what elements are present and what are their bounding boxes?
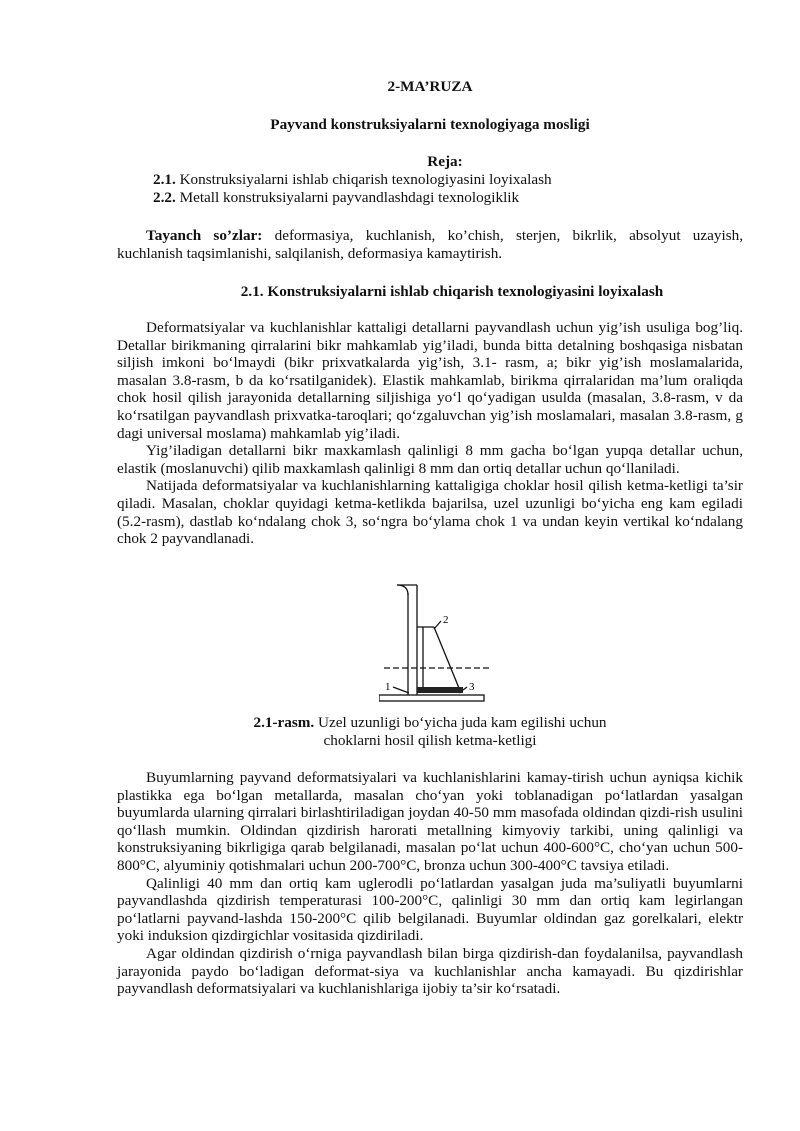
weld-sequence-drawing (379, 583, 499, 708)
paragraph: Yig’iladigan detallarni bikr maxkamlash qalinligi 8 mm gacha bo‘lgan yupqa detallar uchun, elastik (moslanuvchi) qilib maxkamlash qalinligi 8 mm dan ortiq detallar uchun qo‘llaniladi. (117, 442, 743, 477)
flange-curve (397, 585, 408, 595)
body-text-2 (117, 769, 743, 998)
keywords-paragraph (117, 227, 743, 262)
body-text-1 (117, 319, 743, 548)
label-3: 3 (469, 681, 475, 693)
paragraph: Buyumlarning payvand deformatsiyalari va kuchlanishlarini kamay-tirish uchun ayniqsa kichik plastikka ega bo‘lgan metallarda, masalan cho‘yan yoki toblanadigan po‘latlardan yasalgan buyumlarda ularning qirralari birlashtiriladigan joydan 40-50 mm masofada oldindan qizdi-rish usulini qo‘llash mumkin. Oldindan qizdirish harorati metallning kimyoviy tarkibi, uning qalinligi va konstruksiyaning bikrligiga qarab belgilanadi, masalan po‘lat uchun 400-600°C, cho‘yan uchun 500-800°C, alyuminiy qotishmalari uchun 200-700°C, bronza uchun 300-400°C tavsiya etiladi. (117, 769, 743, 874)
caption-line-1: Uzel uzunligi bo‘yicha juda kam egilishi uchun (314, 714, 607, 731)
plan-item-number: 2.2. (153, 188, 176, 206)
lecture-title: 2-MA’RUZA (387, 78, 473, 95)
plan-item (153, 189, 743, 207)
paragraph: Natijada deformatsiyalar va kuchlanishlarning kattaligiga choklar hosil qilish ketma-ketligi ta’sir qiladi. Masalan, choklar quyidagi ketma-ketlikda bajarilsa, uzel uzunligi bo‘yicha eng kam egiladi (5.2-rasm), dastlab ko‘ndalang chok 3, so‘ngra bo‘ylama chok 1 va undan keyin vertikal ko‘ndalang chok 2 payvandlanadi. (117, 477, 743, 548)
label-2: 2 (443, 614, 449, 626)
leader-2 (434, 621, 441, 629)
label-1: 1 (385, 681, 391, 693)
figure-caption (117, 714, 743, 749)
weld-sequence-figure (379, 583, 499, 708)
plan-heading: Reja: (427, 153, 463, 170)
plan-item-text: Metall konstruksiyalarni payvandlashdagi texnologiklik (179, 188, 520, 206)
caption-label: 2.1-rasm. (253, 714, 315, 731)
paragraph: Deformatsiyalar va kuchlanishlar kattaligi detallarni payvandlash uchun yig’ish usuliga bog’liq. Detallar birikmaning qirralarini bikr mahkamlab yig’iladi, bunda bitta detalning boshqasiga nisbatan siljish imkoni bo‘lmaydi (bikr prixvatkalarda yig’ish, 3.1- rasm, a; bikr yig’ish moslamalarida, masalan 3.8-rasm, b da ko‘rsatilganidek). Elastik mahkamlab, birikma qirralaridan ma’lum oraliqda chok hosil qilish jarayonida detallarning siljishiga yo‘l qo‘yadigan usulda (masalan, 3.8-rasm, v da ko‘rsatilgan payvandlash prixvatka-taroqlari; qo‘zgaluvchan yig’ish moslamalari, masalan 3.8-rasm, g dagi universal moslama) mahkamlab yig’iladi. (117, 319, 743, 442)
caption-line-2: choklarni hosil qilish ketma-ketligi (323, 731, 537, 749)
section-heading: 2.1. Konstruksiyalarni ishlab chiqarish texnologiyasini loyixalash (240, 283, 664, 300)
plan-list (153, 171, 743, 206)
base-plate (379, 695, 484, 701)
plan-item (153, 171, 743, 189)
paragraph: Agar oldindan qizdirish o‘rniga payvandlash bilan birga qizdirish-dan foydalanilsa, payvandlash jarayonida paydo bo‘ladigan deformat-siya va kuchlanishlar ancha kamayadi. Bu qizdirishlar payvandlash deformatsiyalari va kuchlanishlariga ijobiy ta’sir ko‘rsatadi. (117, 944, 743, 998)
paragraph: Qalinligi 40 mm dan ortiq kam uglerodli po‘latlardan yasalgan juda ma’suliyatli buyumlarni payvandlashda qizdirish temperaturasi 100-200°C, qalinligi 30 mm dan ortiq kam legirlangan po‘latlarni payvand-lashda 150-200°C qilib belgilanadi. Buyumlar oldindan gaz gorelkalari, elektr yoki induksion qizdirgichlar vositasida qizdiriladi. (117, 874, 743, 945)
plan-item-text: Konstruksiyalarni ishlab chiqarish texnologiyasini loyixalash (179, 171, 552, 188)
rib-slope (434, 627, 461, 693)
plan-item-number: 2.1. (153, 171, 176, 188)
weld-seam-3 (417, 687, 463, 693)
leader-1 (393, 687, 409, 693)
lecture-topic: Payvand konstruksiyalarni texnologiyaga mosligi (270, 116, 590, 133)
keywords-text: deformasiya, kuchlanish, ko’chish, sterjen, bikrlik, absolyut uzayish, kuchlanish taqsimlanishi, salqilanish, deformasiya kamaytirish. (117, 227, 743, 262)
keywords-label: Tayanch so’zlar: (146, 227, 263, 244)
